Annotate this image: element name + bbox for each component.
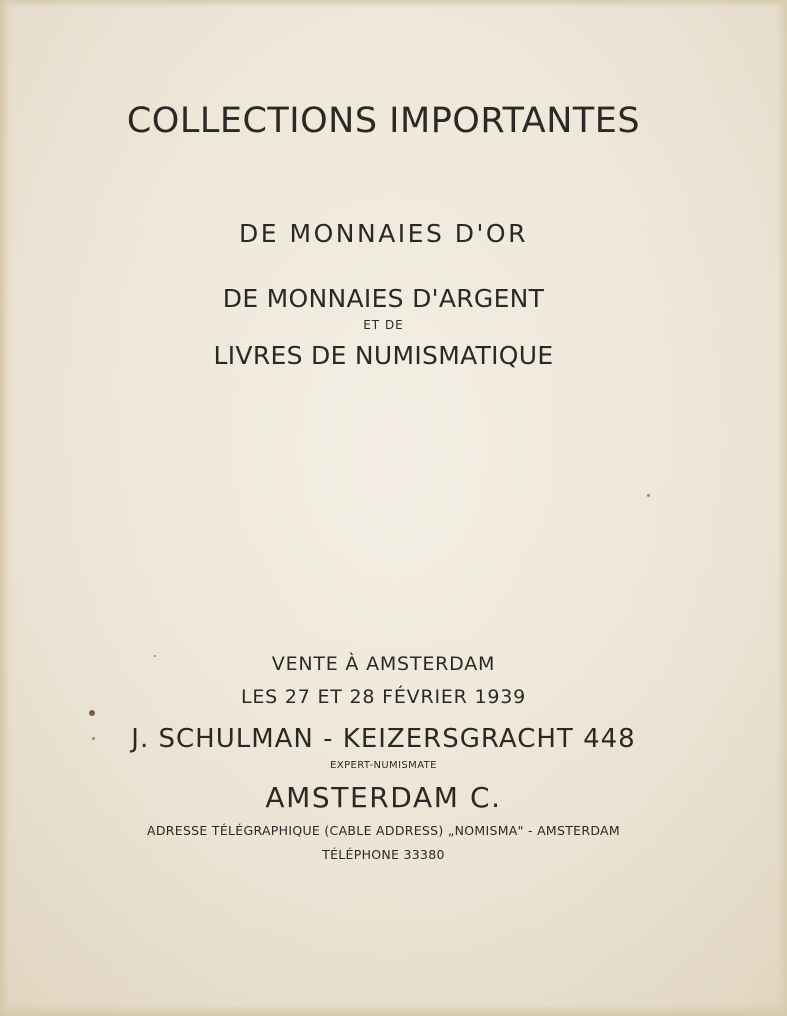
subtitle-numismatic-books: LIVRES DE NUMISMATIQUE	[213, 341, 554, 370]
paper-edge-top	[0, 0, 787, 8]
dealer-role: EXPERT-NUMISMATE	[330, 760, 437, 771]
subtitle-silver-coins: DE MONNAIES D'ARGENT	[222, 284, 545, 313]
telephone-number: TÉLÉPHONE 33380	[322, 847, 445, 862]
paper-edge-right	[777, 0, 787, 1016]
sale-location: VENTE À AMSTERDAM	[271, 653, 496, 675]
dealer-address: J. SCHULMAN - KEIZERSGRACHT 448	[131, 724, 636, 754]
telegraph-address: ADRESSE TÉLÉGRAPHIQUE (CABLE ADDRESS) „NOMISMA" - AMSTERDAM	[146, 823, 620, 838]
main-title: COLLECTIONS IMPORTANTES	[126, 101, 641, 141]
connector-text: ET DE	[363, 318, 404, 332]
paper-stain	[647, 494, 650, 497]
subtitle-gold-coins: DE MONNAIES D'OR	[239, 219, 528, 248]
paper-stain	[89, 710, 95, 716]
paper-edge-left	[0, 0, 14, 1016]
sale-dates: LES 27 ET 28 FÉVRIER 1939	[240, 686, 527, 708]
city-line: AMSTERDAM C.	[265, 781, 502, 814]
paper-edge-bottom	[0, 1004, 787, 1016]
